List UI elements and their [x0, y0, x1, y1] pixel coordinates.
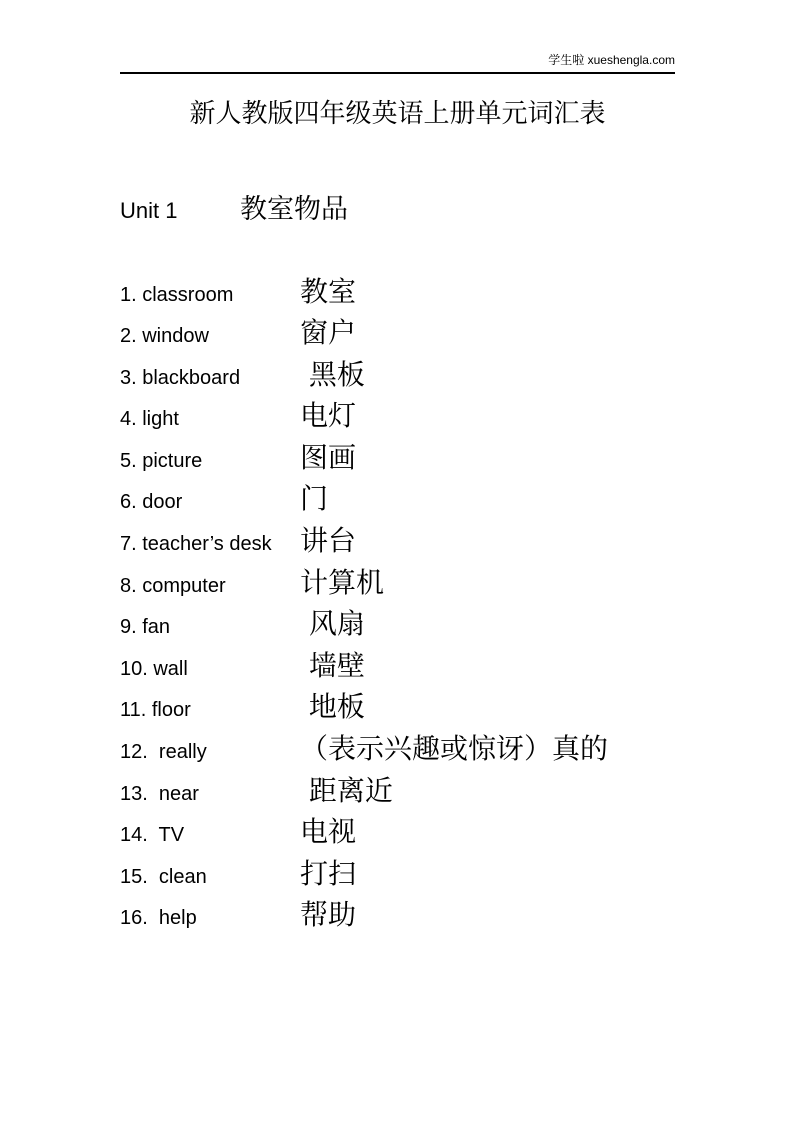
vocab-english: 10. wall — [120, 657, 188, 680]
vocab-row — [120, 561, 675, 603]
vocab-row — [120, 436, 675, 478]
vocab-english: 4. light — [120, 408, 179, 431]
vocab-row — [120, 394, 675, 436]
vocab-row — [120, 477, 675, 519]
vocab-row — [120, 519, 675, 561]
vocab-row — [120, 270, 675, 312]
vocab-row — [120, 810, 675, 852]
vocab-chinese: 电灯 — [300, 399, 357, 433]
vocab-list — [120, 270, 675, 936]
page-header — [120, 0, 675, 74]
vocab-chinese: 门 — [300, 482, 329, 516]
vocab-english: 14. TV — [120, 824, 185, 847]
vocab-english: 12. really — [120, 741, 207, 764]
vocab-chinese: 电视 — [300, 815, 357, 849]
vocab-english: 16. help — [120, 907, 197, 930]
vocab-english: 7. teacher’s desk — [120, 533, 272, 556]
vocab-chinese: （表示兴趣或惊讶）真的 — [300, 732, 609, 766]
vocab-chinese: 打扫 — [300, 856, 357, 890]
vocab-chinese: 地板 — [300, 690, 365, 724]
vocab-chinese: 帮助 — [300, 898, 357, 932]
vocab-chinese: 教室 — [300, 274, 357, 308]
vocab-english: 9. fan — [120, 616, 171, 639]
unit-label: Unit 1 — [120, 197, 178, 223]
vocab-english: 13. near — [120, 782, 199, 805]
vocab-chinese: 计算机 — [300, 565, 385, 599]
site-label: 学生啦 xueshengla.com — [548, 53, 675, 67]
vocab-row — [120, 893, 675, 935]
vocab-chinese: 风扇 — [300, 607, 365, 641]
vocab-english: 1. classroom — [120, 283, 234, 306]
vocab-row — [120, 353, 675, 395]
vocab-english: 3. blackboard — [120, 366, 241, 389]
vocab-row — [120, 644, 675, 686]
document-title: 新人教版四年级英语上册单元词汇表 — [189, 99, 606, 129]
vocab-english: 2. window — [120, 325, 209, 348]
vocab-row — [120, 311, 675, 353]
vocab-row — [120, 602, 675, 644]
vocab-row — [120, 769, 675, 811]
vocab-chinese: 图画 — [300, 440, 357, 474]
vocab-chinese: 黑板 — [300, 357, 365, 391]
vocab-english: 15. clean — [120, 865, 207, 888]
vocab-row — [120, 685, 675, 727]
vocab-chinese: 距离近 — [300, 773, 393, 807]
vocab-english: 11. floor — [120, 699, 191, 722]
unit-heading — [120, 187, 675, 226]
vocab-chinese: 窗户 — [300, 316, 357, 350]
vocab-chinese: 讲台 — [300, 524, 357, 558]
unit-topic: 教室物品 — [240, 193, 348, 225]
vocab-chinese: 墙壁 — [300, 648, 365, 682]
vocab-english: 5. picture — [120, 449, 203, 472]
vocab-row — [120, 727, 675, 769]
vocab-english: 8. computer — [120, 574, 226, 597]
vocab-row — [120, 852, 675, 894]
vocab-english: 6. door — [120, 491, 183, 514]
